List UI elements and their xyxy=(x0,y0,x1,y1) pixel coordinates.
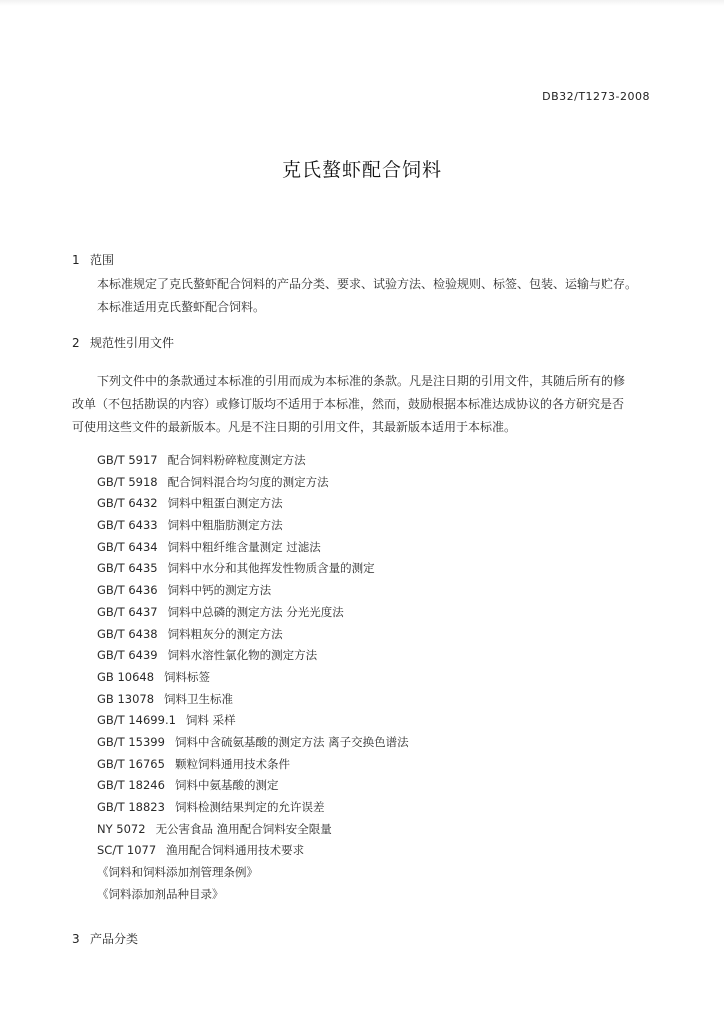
reference-item xyxy=(97,797,409,819)
reference-title: 《饲料和饲料添加剂管理条例》 xyxy=(97,865,258,880)
reference-item xyxy=(97,775,409,797)
reference-title: 饲料中水分和其他挥发性物质含量的测定 xyxy=(167,561,375,576)
scope-paragraph xyxy=(97,273,637,319)
reference-title: 饲料中含硫氨基酸的测定方法 离子交换色谱法 xyxy=(174,734,409,749)
reference-title: 无公害食品 渔用配合饲料安全限量 xyxy=(155,821,332,836)
reference-item xyxy=(97,732,409,754)
reference-item xyxy=(97,689,409,711)
reference-code: GB/T 5917 xyxy=(97,453,158,467)
reference-item xyxy=(97,450,409,472)
reference-title: 颗粒饲料通用技术条件 xyxy=(174,756,290,771)
reference-code: GB/T 16765 xyxy=(97,756,165,771)
reference-list xyxy=(97,450,409,905)
reference-title: 饲料粗灰分的测定方法 xyxy=(167,626,283,641)
reference-item xyxy=(97,884,409,906)
reference-item xyxy=(97,472,409,494)
reference-title: 饲料检测结果判定的允许误差 xyxy=(174,800,325,814)
reference-code: GB 13078 xyxy=(97,691,155,706)
reference-title: 饲料中钙的测定方法 xyxy=(167,583,272,598)
reference-code: GB/T 6432 xyxy=(97,496,158,511)
reference-code: GB/T 6433 xyxy=(97,518,158,533)
paragraph-line: 下列文件中的条款通过本标准的引用而成为本标准的条款。凡是注日期的引用文件，其随后所有的修 xyxy=(97,374,626,388)
reference-code: GB/T 18246 xyxy=(97,778,165,793)
reference-title: 配合饲料粉碎粒度测定方法 xyxy=(167,453,306,467)
reference-code: GB/T 6439 xyxy=(97,648,158,663)
reference-code: GB/T 6437 xyxy=(97,604,158,619)
reference-item xyxy=(97,710,409,732)
reference-item xyxy=(97,537,409,559)
reference-code: GB 10648 xyxy=(97,669,155,684)
reference-item xyxy=(97,667,409,689)
section-number: 1 xyxy=(72,253,80,267)
reference-code: SC/T 1077 xyxy=(97,843,157,858)
reference-item xyxy=(97,754,409,776)
reference-title: 饲料 采样 xyxy=(185,713,236,728)
reference-item xyxy=(97,624,409,646)
document-title: 克氏螯虾配合饲料 xyxy=(281,159,442,181)
reference-code: GB/T 18823 xyxy=(97,800,165,814)
paragraph-line: 本标准规定了克氏螯虾配合饲料的产品分类、要求、试验方法、检验规则、标签、包装、运输与贮存。 xyxy=(97,277,638,291)
reference-code: GB/T 6434 xyxy=(97,539,158,554)
section-1-heading xyxy=(72,251,114,268)
standard-number: DB32/T1273-2008 xyxy=(542,90,650,103)
reference-title: 《饲料添加剂品种目录》 xyxy=(97,886,224,901)
references-intro xyxy=(72,370,625,439)
reference-item xyxy=(97,645,409,667)
paragraph-line: 改单（不包括勘误的内容）或修订版均不适用于本标准，然而，鼓励根据本标准达成协议的各方研究是否 xyxy=(72,397,625,411)
reference-item xyxy=(97,580,409,602)
reference-title: 渔用配合饲料通用技术要求 xyxy=(166,843,305,858)
reference-title: 配合饲料混合均匀度的测定方法 xyxy=(167,474,329,489)
reference-title: 饲料中氨基酸的测定 xyxy=(174,778,279,793)
reference-item xyxy=(97,558,409,580)
reference-item xyxy=(97,515,409,537)
reference-item xyxy=(97,840,409,862)
reference-title: 饲料中粗脂肪测定方法 xyxy=(167,518,283,533)
scan-edge xyxy=(0,0,724,6)
reference-item xyxy=(97,602,409,624)
reference-title: 饲料中粗蛋白测定方法 xyxy=(167,496,283,511)
section-number: 3 xyxy=(72,932,80,946)
reference-item xyxy=(97,819,409,841)
section-title: 规范性引用文件 xyxy=(90,336,175,350)
section-number: 2 xyxy=(72,336,80,350)
reference-title: 饲料卫生标准 xyxy=(164,691,234,706)
reference-title: 饲料标签 xyxy=(164,669,211,684)
reference-title: 饲料中总磷的测定方法 分光光度法 xyxy=(167,604,344,619)
reference-title: 饲料水溶性氯化物的测定方法 xyxy=(167,648,318,663)
reference-code: GB/T 5918 xyxy=(97,474,158,489)
section-3-heading xyxy=(72,930,138,947)
reference-item xyxy=(97,493,409,515)
paragraph-line: 可使用这些文件的最新版本。凡是不注日期的引用文件，其最新版本适用于本标准。 xyxy=(72,420,517,434)
reference-code: GB/T 14699.1 xyxy=(97,713,176,728)
section-2-heading xyxy=(72,334,174,351)
reference-code: GB/T 15399 xyxy=(97,734,165,749)
paragraph-line: 本标准适用克氏螯虾配合饲料。 xyxy=(97,300,266,314)
reference-code: GB/T 6436 xyxy=(97,583,158,598)
reference-code: GB/T 6435 xyxy=(97,561,158,576)
reference-title: 饲料中粗纤维含量测定 过滤法 xyxy=(167,539,321,554)
reference-code: NY 5072 xyxy=(97,821,146,836)
reference-code: GB/T 6438 xyxy=(97,626,158,641)
section-title: 产品分类 xyxy=(90,932,139,946)
section-title: 范围 xyxy=(90,253,115,267)
reference-item xyxy=(97,862,409,884)
